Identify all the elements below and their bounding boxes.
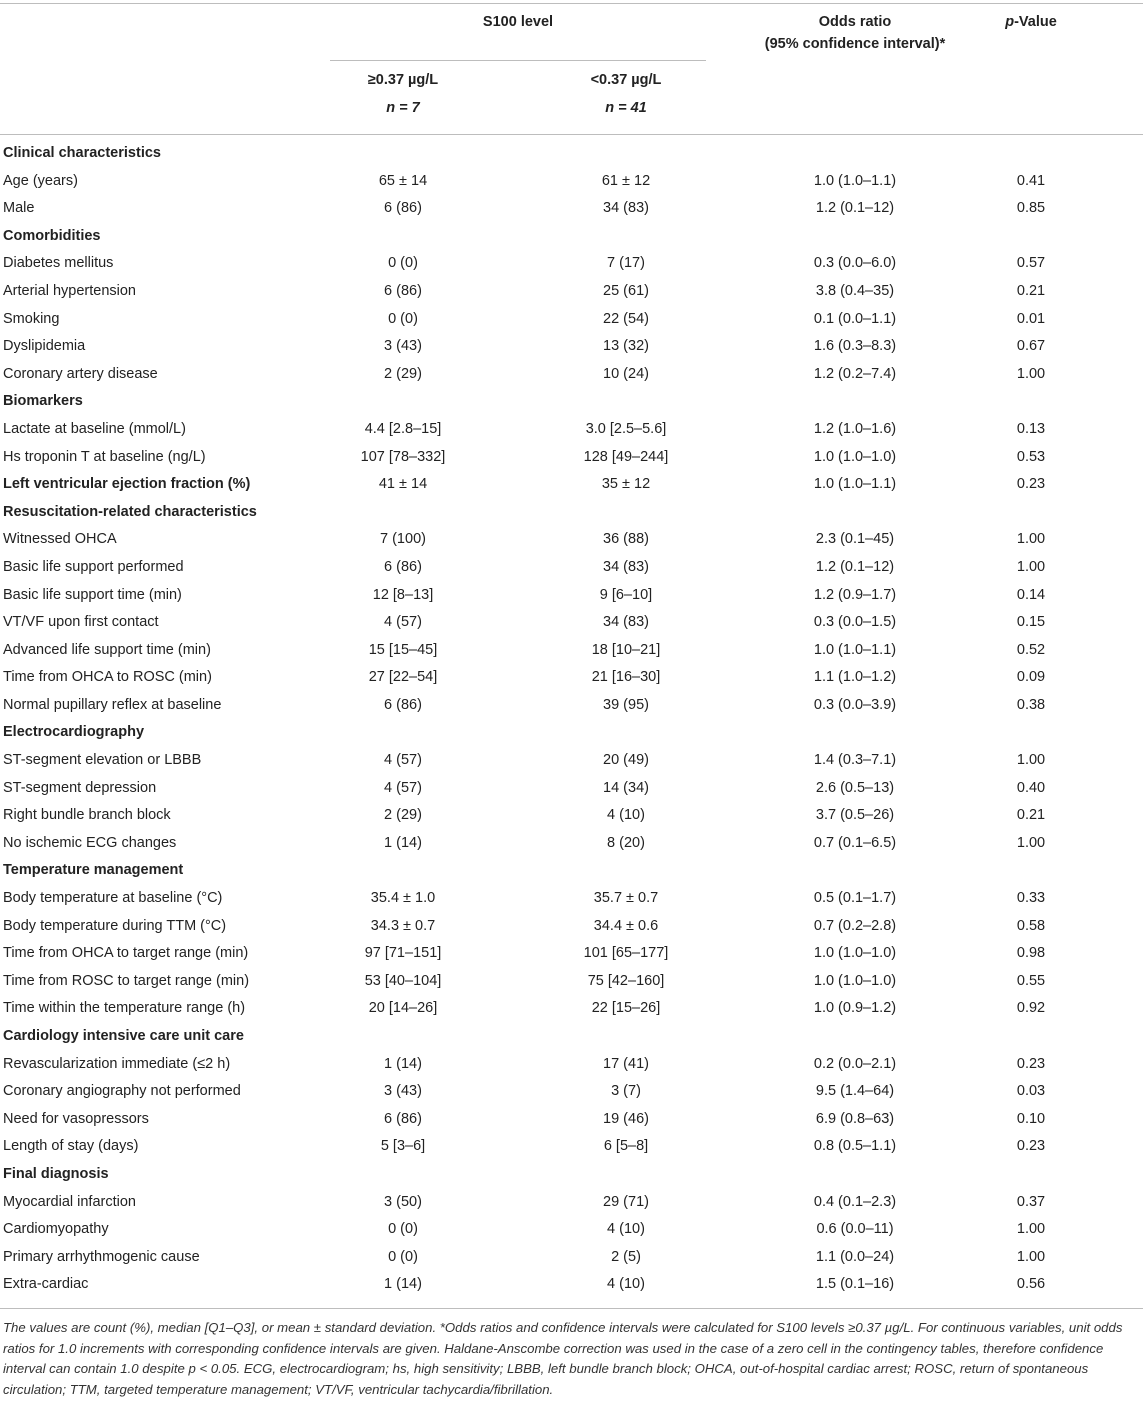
cell-odds-ratio: 0.3 (0.0–1.5) (813, 614, 897, 631)
table-body (0, 140, 1143, 1299)
odds-ratio-subtitle: (95% confidence interval)* (764, 36, 946, 52)
cell-s100-low: 29 (71) (603, 1193, 649, 1210)
table-row (0, 361, 1143, 389)
cell-s100-high: 6 (86) (384, 200, 422, 217)
row-label: Diabetes mellitus (3, 255, 114, 272)
row-label: ST-segment elevation or LBBB (3, 752, 202, 769)
table-row (0, 416, 1143, 444)
row-label: Arterial hypertension (3, 282, 136, 299)
cell-s100-high: 1 (14) (384, 834, 422, 851)
cell-s100-high: 2 (29) (384, 365, 422, 382)
row-label: Comorbidities (3, 227, 101, 244)
cell-p-value: 0.40 (1016, 779, 1046, 796)
cell-p-value: 0.67 (1016, 338, 1046, 355)
row-label: Electrocardiography (3, 724, 145, 741)
high-s100-column-header (313, 69, 493, 119)
cell-s100-high: 27 [22–54] (368, 669, 438, 686)
table-row (0, 885, 1143, 913)
cell-s100-high: 97 [71–151] (364, 945, 442, 962)
cell-p-value: 1.00 (1016, 1221, 1046, 1238)
cell-s100-low: 9 [6–10] (599, 586, 653, 603)
cell-p-value: 0.13 (1016, 420, 1046, 437)
s100-level-header: S100 level (482, 14, 554, 30)
cell-s100-high: 2 (29) (384, 807, 422, 824)
cell-s100-high: 35.4 ± 1.0 (370, 890, 436, 907)
table-row (0, 775, 1143, 803)
high-s100-label: ≥0.37 µg/L (367, 72, 439, 88)
cell-s100-low: 34 (83) (603, 614, 649, 631)
cell-p-value: 0.58 (1016, 917, 1046, 934)
table-row (0, 1078, 1143, 1106)
cell-s100-low: 25 (61) (603, 282, 649, 299)
cell-odds-ratio: 1.1 (0.0–24) (815, 1248, 895, 1265)
cell-odds-ratio: 0.6 (0.0–11) (816, 1221, 894, 1238)
cell-p-value: 1.00 (1016, 834, 1046, 851)
row-label: Extra-cardiac (3, 1276, 89, 1293)
table-row (0, 913, 1143, 941)
cell-s100-low: 36 (88) (603, 531, 649, 548)
cell-odds-ratio: 1.0 (0.9–1.2) (813, 1000, 897, 1017)
table-row (0, 1216, 1143, 1244)
cell-odds-ratio: 9.5 (1.4–64) (815, 1083, 895, 1100)
cell-p-value: 0.23 (1016, 1055, 1046, 1072)
cell-p-value: 0.56 (1016, 1276, 1046, 1293)
row-label: Hs troponin T at baseline (ng/L) (3, 448, 206, 465)
low-s100-n: n = 41 (605, 100, 647, 116)
cell-odds-ratio: 1.2 (0.1–12) (815, 200, 895, 217)
cell-odds-ratio: 0.8 (0.5–1.1) (813, 1138, 897, 1155)
table-row (0, 526, 1143, 554)
cell-p-value: 0.14 (1016, 586, 1046, 603)
cell-p-value: 0.41 (1016, 172, 1046, 189)
table-row (0, 582, 1143, 610)
row-label: Temperature management (3, 862, 184, 879)
row-label: VT/VF upon first contact (3, 614, 159, 631)
cell-s100-high: 4 (57) (384, 779, 422, 796)
cell-s100-high: 0 (0) (388, 310, 418, 327)
table-row (0, 692, 1143, 720)
cell-odds-ratio: 2.6 (0.5–13) (815, 779, 895, 796)
table-row (0, 1189, 1143, 1217)
table-row (0, 1271, 1143, 1299)
cell-p-value: 0.15 (1016, 614, 1046, 631)
cell-odds-ratio: 1.2 (1.0–1.6) (813, 420, 897, 437)
row-label: Body temperature during TTM (°C) (3, 917, 227, 934)
cell-s100-low: 17 (41) (603, 1055, 649, 1072)
section-header-row (0, 471, 1143, 499)
row-label: Body temperature at baseline (°C) (3, 890, 223, 907)
table-row (0, 168, 1143, 196)
table-row (0, 250, 1143, 278)
table-row (0, 195, 1143, 223)
cell-s100-high: 20 [14–26] (368, 1000, 438, 1017)
row-label: Left ventricular ejection fraction (%) (3, 476, 251, 493)
cell-s100-low: 101 [65–177] (583, 945, 669, 962)
row-label: Final diagnosis (3, 1165, 109, 1182)
table-row (0, 278, 1143, 306)
cell-odds-ratio: 1.5 (0.1–16) (815, 1276, 895, 1293)
cell-s100-high: 4 (57) (384, 614, 422, 631)
cell-odds-ratio: 1.2 (0.9–1.7) (813, 586, 897, 603)
table-row (0, 1244, 1143, 1272)
cell-p-value: 0.85 (1016, 200, 1046, 217)
row-label: Coronary angiography not performed (3, 1083, 241, 1100)
row-label: Myocardial infarction (3, 1193, 136, 1210)
s100-level-underline (330, 60, 706, 61)
row-label: Time from ROSC to target range (min) (3, 972, 250, 989)
table-bottom-rule (0, 1308, 1143, 1309)
cell-s100-low: 14 (34) (603, 779, 649, 796)
high-s100-n: n = 7 (386, 100, 420, 116)
table-row (0, 1133, 1143, 1161)
cell-s100-low: 22 (54) (603, 310, 649, 327)
cell-s100-high: 34.3 ± 0.7 (370, 917, 436, 934)
cell-s100-high: 41 ± 14 (378, 476, 428, 493)
cell-s100-low: 7 (17) (607, 255, 645, 272)
row-label: No ischemic ECG changes (3, 834, 177, 851)
cell-p-value: 1.00 (1016, 365, 1046, 382)
cell-s100-high: 3 (50) (384, 1193, 422, 1210)
cell-odds-ratio: 1.0 (1.0–1.1) (813, 476, 897, 493)
row-label: Witnessed OHCA (3, 531, 117, 548)
row-label: Primary arrhythmogenic cause (3, 1248, 200, 1265)
cell-s100-high: 7 (100) (380, 531, 426, 548)
cell-s100-high: 1 (14) (384, 1055, 422, 1072)
cell-p-value: 0.23 (1016, 476, 1046, 493)
cell-s100-low: 34 (83) (603, 200, 649, 217)
cell-odds-ratio: 1.0 (1.0–1.0) (813, 945, 897, 962)
row-label: Biomarkers (3, 393, 83, 410)
cell-s100-low: 34.4 ± 0.6 (593, 917, 659, 934)
cell-odds-ratio: 1.1 (1.0–1.2) (813, 669, 897, 686)
cell-p-value: 1.00 (1016, 531, 1046, 548)
cell-p-value: 0.98 (1016, 945, 1046, 962)
table-row (0, 554, 1143, 582)
cell-p-value: 0.21 (1016, 807, 1046, 824)
cell-s100-low: 35.7 ± 0.7 (593, 890, 659, 907)
cell-s100-low: 128 [49–244] (583, 448, 669, 465)
cell-odds-ratio: 0.1 (0.0–1.1) (813, 310, 897, 327)
cell-s100-high: 6 (86) (384, 282, 422, 299)
section-header-row (0, 719, 1143, 747)
cell-p-value: 1.00 (1016, 558, 1046, 575)
row-label: Cardiology intensive care unit care (3, 1028, 244, 1044)
row-label: Time within the temperature range (h) (3, 1000, 246, 1017)
row-label: Clinical characteristics (3, 145, 161, 161)
odds-ratio-column-header (740, 11, 970, 55)
table-row (0, 306, 1143, 334)
cell-s100-low: 19 (46) (603, 1110, 649, 1127)
cell-p-value: 1.00 (1016, 752, 1046, 769)
cell-s100-low: 6 [5–8] (603, 1138, 649, 1155)
cell-s100-low: 21 [16–30] (591, 669, 661, 686)
section-header-row (0, 140, 1143, 168)
cell-odds-ratio: 0.5 (0.1–1.7) (813, 890, 897, 907)
table-row (0, 802, 1143, 830)
odds-ratio-title: Odds ratio (818, 14, 892, 30)
row-label: Coronary artery disease (3, 365, 158, 382)
cell-p-value: 0.52 (1016, 641, 1046, 658)
cell-odds-ratio: 1.0 (1.0–1.1) (813, 641, 897, 658)
cell-s100-high: 0 (0) (388, 255, 418, 272)
section-header-row (0, 223, 1143, 251)
row-label: Revascularization immediate (≤2 h) (3, 1055, 231, 1072)
row-label: Smoking (3, 310, 60, 327)
cell-odds-ratio: 3.8 (0.4–35) (815, 282, 895, 299)
cell-s100-high: 5 [3–6] (380, 1138, 426, 1155)
row-label: Basic life support performed (3, 558, 184, 575)
cell-odds-ratio: 0.3 (0.0–3.9) (813, 696, 897, 713)
cell-odds-ratio: 2.3 (0.1–45) (815, 531, 895, 548)
cell-odds-ratio: 1.0 (1.0–1.0) (813, 972, 897, 989)
table-row (0, 830, 1143, 858)
cell-p-value: 0.21 (1016, 282, 1046, 299)
section-header-row (0, 388, 1143, 416)
cell-s100-high: 6 (86) (384, 696, 422, 713)
cell-odds-ratio: 6.9 (0.8–63) (815, 1110, 895, 1127)
cell-s100-low: 13 (32) (603, 338, 649, 355)
table-row (0, 609, 1143, 637)
cell-odds-ratio: 0.7 (0.2–2.8) (813, 917, 897, 934)
row-label: Dyslipidemia (3, 338, 86, 355)
table-row (0, 333, 1143, 361)
table-row (0, 1106, 1143, 1134)
table-row (0, 968, 1143, 996)
table-row (0, 995, 1143, 1023)
cell-odds-ratio: 0.4 (0.1–2.3) (813, 1193, 897, 1210)
row-label: Advanced life support time (min) (3, 641, 211, 658)
cell-p-value: 0.92 (1016, 1000, 1046, 1017)
table-top-rule (0, 3, 1143, 4)
cell-odds-ratio: 0.2 (0.0–2.1) (813, 1055, 897, 1072)
row-label: Time from OHCA to ROSC (min) (3, 669, 212, 686)
cell-odds-ratio: 1.0 (1.0–1.0) (813, 448, 897, 465)
row-label: Right bundle branch block (3, 807, 171, 824)
p-value-suffix: -Value (1014, 14, 1057, 30)
section-header-row (0, 1023, 1143, 1051)
row-label: Lactate at baseline (mmol/L) (3, 420, 186, 437)
cell-p-value: 0.09 (1016, 669, 1046, 686)
cell-s100-low: 3 (7) (611, 1083, 641, 1100)
cell-odds-ratio: 0.3 (0.0–6.0) (813, 255, 897, 272)
cell-p-value: 0.53 (1016, 448, 1046, 465)
low-s100-label: <0.37 µg/L (590, 72, 662, 88)
table-row (0, 1051, 1143, 1079)
cell-p-value: 0.38 (1016, 696, 1046, 713)
cell-p-value: 0.01 (1016, 310, 1046, 327)
cell-odds-ratio: 1.4 (0.3–7.1) (813, 752, 897, 769)
cell-odds-ratio: 1.6 (0.3–8.3) (813, 338, 897, 355)
cell-p-value: 0.03 (1016, 1083, 1046, 1100)
table-row (0, 637, 1143, 665)
cell-p-value: 0.33 (1016, 890, 1046, 907)
cell-s100-high: 3 (43) (384, 1083, 422, 1100)
cell-odds-ratio: 1.0 (1.0–1.1) (813, 172, 897, 189)
row-label: Normal pupillary reflex at baseline (3, 696, 222, 713)
cell-s100-low: 4 (10) (607, 1221, 645, 1238)
row-label: ST-segment depression (3, 779, 157, 796)
cell-s100-low: 18 [10–21] (591, 641, 661, 658)
row-label: Cardiomyopathy (3, 1221, 109, 1238)
cell-s100-low: 4 (10) (607, 807, 645, 824)
cell-s100-low: 8 (20) (607, 834, 645, 851)
row-label: Basic life support time (min) (3, 586, 182, 603)
cell-s100-high: 6 (86) (384, 558, 422, 575)
cell-s100-low: 61 ± 12 (601, 172, 651, 189)
row-label: Need for vasopressors (3, 1110, 149, 1127)
table-footnote: The values are count (%), median [Q1–Q3], or mean ± standard deviation. *Odds ratios and confidence intervals were calculated for S100 levels ≥0.37 µg/L. For continuous variables, unit odds ratios for 1.0 increments with corresponding confidence intervals are given. Haldane-Anscombe correction was used in the case of a zero cell in the contingency tables, therefore confidence interval can contain 1.0 despite p < 0.05. ECG, electrocardiogram; hs, high sensitivity; LBBB, left bundle branch block; OHCA, out-of-hospital cardiac arrest; ROSC, return of spontaneous circulation; TTM, targeted temperature management; VT/VF, ventricular tachycardia/fibrillation. (3, 1320, 1123, 1397)
cell-s100-low: 3.0 [2.5–5.6] (585, 420, 667, 437)
cell-s100-high: 12 [8–13] (372, 586, 434, 603)
cell-p-value: 0.23 (1016, 1138, 1046, 1155)
table-row (0, 664, 1143, 692)
cell-s100-low: 10 (24) (603, 365, 649, 382)
table-row (0, 747, 1143, 775)
cell-p-value: 1.00 (1016, 1248, 1046, 1265)
row-label: Age (years) (3, 172, 78, 189)
cell-s100-low: 20 (49) (603, 752, 649, 769)
cell-s100-high: 0 (0) (388, 1221, 418, 1238)
section-header-row (0, 857, 1143, 885)
cell-s100-high: 107 [78–332] (360, 448, 446, 465)
section-header-row (0, 1161, 1143, 1189)
row-label: Resuscitation-related characteristics (3, 503, 257, 520)
cell-s100-low: 75 [42–160] (587, 972, 665, 989)
cell-p-value: 0.10 (1016, 1110, 1046, 1127)
cell-s100-low: 39 (95) (603, 696, 649, 713)
table-row (0, 444, 1143, 472)
row-label: Time from OHCA to target range (min) (3, 945, 249, 962)
low-s100-column-header (536, 69, 716, 119)
cell-s100-high: 4 (57) (384, 752, 422, 769)
p-value-column-header (960, 11, 1102, 33)
p-value-italic-p: p (1005, 14, 1015, 30)
section-header-row (0, 499, 1143, 527)
cell-s100-high: 1 (14) (384, 1276, 422, 1293)
cell-p-value: 0.55 (1016, 972, 1046, 989)
cell-odds-ratio: 1.2 (0.2–7.4) (813, 365, 897, 382)
cell-s100-high: 6 (86) (384, 1110, 422, 1127)
cell-s100-high: 53 [40–104] (364, 972, 442, 989)
cell-odds-ratio: 3.7 (0.5–26) (815, 807, 895, 824)
row-label: Length of stay (days) (3, 1138, 139, 1155)
cell-s100-high: 3 (43) (384, 338, 422, 355)
cell-s100-low: 35 ± 12 (601, 476, 651, 493)
cell-s100-high: 0 (0) (388, 1248, 418, 1265)
header-bottom-rule (0, 134, 1143, 135)
table-row (0, 940, 1143, 968)
cell-p-value: 0.57 (1016, 255, 1046, 272)
cell-s100-low: 2 (5) (611, 1248, 641, 1265)
cell-s100-high: 65 ± 14 (378, 172, 428, 189)
cell-s100-low: 22 [15–26] (591, 1000, 661, 1017)
row-label: Male (3, 200, 35, 217)
cell-odds-ratio: 1.2 (0.1–12) (815, 558, 895, 575)
cell-odds-ratio: 0.7 (0.1–6.5) (813, 834, 897, 851)
cell-s100-low: 34 (83) (603, 558, 649, 575)
cell-p-value: 0.37 (1016, 1193, 1046, 1210)
cell-s100-high: 4.4 [2.8–15] (364, 420, 442, 437)
cell-s100-high: 15 [15–45] (368, 641, 438, 658)
cell-s100-low: 4 (10) (607, 1276, 645, 1293)
